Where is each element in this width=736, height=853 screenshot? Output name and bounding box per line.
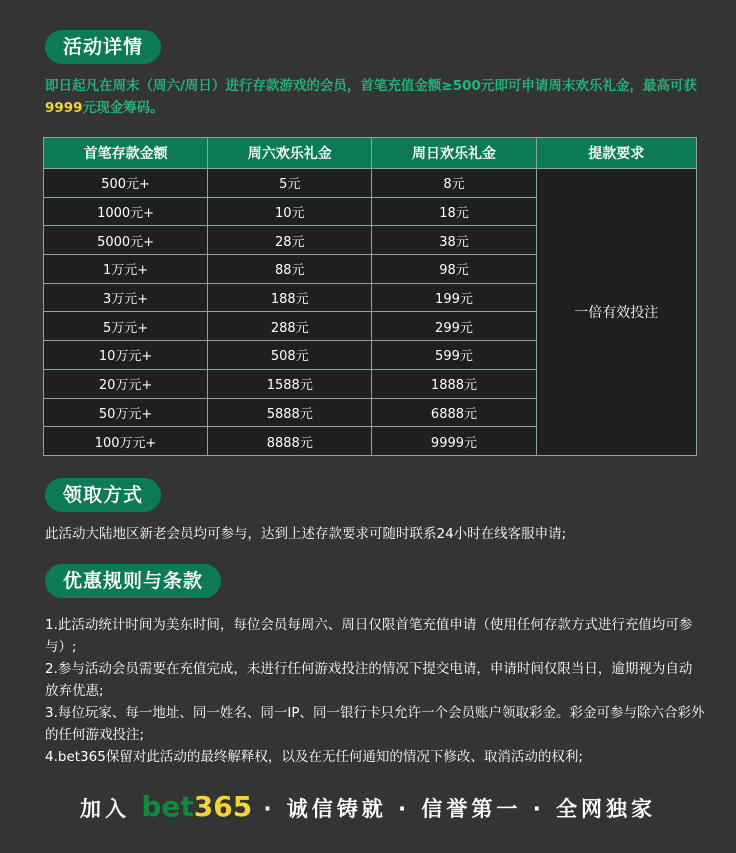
cell-sunday: 9999元: [372, 427, 536, 456]
rule-item: 3.每位玩家、每一地址、同一姓名、同一IP、同一银行卡只允许一个会员账户领取彩金。彩金可参与除六合彩外的任何游戏投注;: [45, 705, 705, 743]
cell-sunday: 6888元: [372, 398, 536, 427]
cell-sunday: 599元: [372, 341, 536, 370]
cell-deposit: 3万元+: [44, 283, 208, 312]
cell-saturday: 8888元: [208, 427, 372, 456]
cell-deposit: 10万元+: [44, 341, 208, 370]
cell-deposit: 5万元+: [44, 312, 208, 341]
cell-saturday: 188元: [208, 283, 372, 312]
header-saturday: 周六欢乐礼金: [208, 138, 372, 169]
cell-sunday: 299元: [372, 312, 536, 341]
footer-join: 加入: [80, 797, 130, 821]
cell-deposit: 20万元+: [44, 369, 208, 398]
cell-saturday: 5888元: [208, 398, 372, 427]
brand-365: 365: [193, 790, 253, 823]
cell-deposit: 1000元+: [44, 197, 208, 226]
section-title-details: 活动详情: [45, 30, 161, 64]
rule-item: 4.bet365保留对此活动的最终解释权，以及在无任何通知的情况下修改、取消活动的权利;: [45, 749, 583, 765]
intro-suffix: 元现金筹码。: [82, 100, 164, 116]
rule-item: 2.参与活动会员需要在充值完成，未进行任何游戏投注的情况下提交电请，申请时间仅限当日，逾期视为自动放弃优惠;: [45, 661, 693, 699]
cell-saturday: 288元: [208, 312, 372, 341]
cell-sunday: 8元: [372, 169, 536, 198]
cell-saturday: 5元: [208, 169, 372, 198]
section-title-claim: 领取方式: [45, 478, 161, 512]
table-header-row: [44, 138, 697, 169]
intro-highlight: 9999: [45, 100, 83, 116]
cell-saturday: 1588元: [208, 369, 372, 398]
cell-deposit: 50万元+: [44, 398, 208, 427]
rule-item: 1.此活动统计时间为美东时间，每位会员每周六、周日仅限首笔充值申请（使用任何存款方式进行充值均可参与）;: [45, 617, 693, 655]
header-requirement: 提款要求: [536, 138, 696, 169]
cell-saturday: 28元: [208, 226, 372, 255]
footer-tagline: · 诚信铸就 · 信誉第一 · 全网独家: [263, 797, 656, 821]
cell-saturday: 88元: [208, 255, 372, 284]
cell-saturday: 508元: [208, 341, 372, 370]
cell-deposit: 5000元+: [44, 226, 208, 255]
cell-sunday: 18元: [372, 197, 536, 226]
brand-bet: bet: [141, 790, 194, 823]
cell-deposit: 500元+: [44, 169, 208, 198]
rules-list: [45, 614, 705, 768]
cell-sunday: 1888元: [372, 369, 536, 398]
cell-sunday: 199元: [372, 283, 536, 312]
table-row: [44, 169, 697, 198]
footer-slogan: [0, 790, 736, 823]
claim-text: 此活动大陆地区新老会员均可参与，达到上述存款要求可随时联系24小时在线客服申请;: [45, 526, 567, 542]
cell-sunday: 38元: [372, 226, 536, 255]
intro-prefix: 即日起凡在周末（周六/周日）进行存款游戏的会员，首笔充值金额≥500元即可申请周末欢乐礼金，最高可获: [45, 78, 697, 94]
intro-text: [45, 75, 715, 119]
header-sunday: 周日欢乐礼金: [372, 138, 536, 169]
cell-saturday: 10元: [208, 197, 372, 226]
header-deposit: 首笔存款金额: [44, 138, 208, 169]
cell-deposit: 1万元+: [44, 255, 208, 284]
bonus-table: [43, 137, 697, 456]
cell-deposit: 100万元+: [44, 427, 208, 456]
cell-sunday: 98元: [372, 255, 536, 284]
cell-requirement: 一倍有效投注: [536, 169, 696, 456]
bet365-logo: [141, 790, 252, 823]
section-title-rules: 优惠规则与条款: [45, 564, 221, 598]
